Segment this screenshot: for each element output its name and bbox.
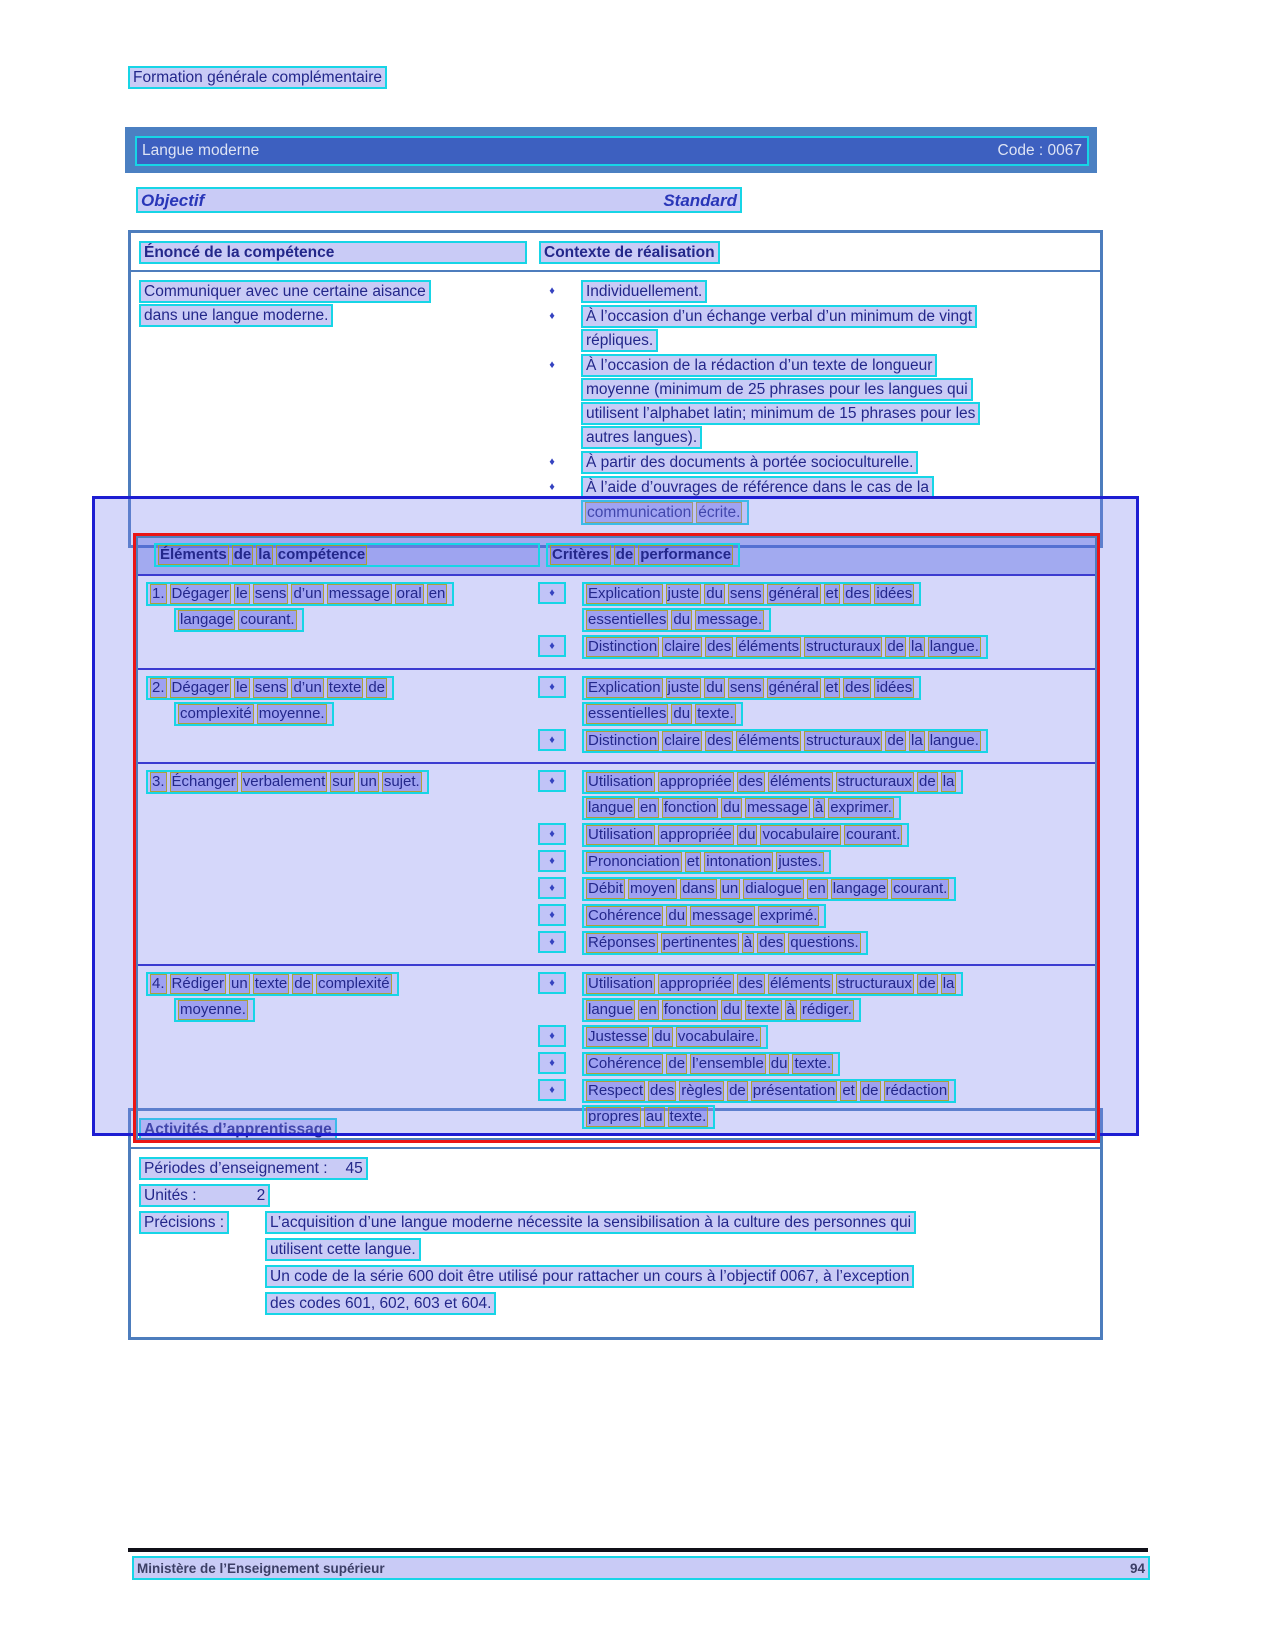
section-headings [136, 187, 742, 213]
word-box: rédaction [885, 1082, 948, 1099]
precisions-line: Un code de la série 600 doit être utilisé pour rattacher un cours à l’objectif 0067, à l’exception [265, 1265, 914, 1288]
word-box: général [768, 585, 819, 602]
word-box: complexité [317, 975, 390, 992]
page-header: Formation générale complémentaire [128, 66, 387, 89]
word-box: justes. [778, 853, 822, 870]
word-box: structuraux [806, 638, 881, 655]
word-box: 3. [152, 773, 165, 790]
col-header-enonce: Énoncé de la compétence [139, 241, 527, 264]
element-cell [138, 582, 538, 662]
precisions-line: des codes 601, 602, 603 et 604. [265, 1292, 496, 1315]
footer-rule [128, 1548, 1148, 1552]
word-box: courant. [846, 826, 901, 843]
word-box: un [721, 880, 739, 897]
element-line [146, 676, 394, 700]
word-box: Éléments [160, 546, 227, 563]
criteria-cell [538, 770, 1095, 958]
word-box: Dégager [171, 679, 230, 696]
word-box: le [236, 585, 248, 602]
footer-page-number: 94 [1129, 1560, 1145, 1576]
statement-cell [139, 280, 539, 527]
selection-red-box [133, 533, 1100, 1143]
context-line: À l’aide d’ouvrages de référence dans le cas de la [581, 476, 934, 499]
activities-table-body [131, 1149, 1100, 1337]
elements-row-3 [138, 764, 1095, 966]
word-box: la [911, 638, 923, 655]
word-box: fonction [663, 1001, 717, 1018]
word-box: des [738, 773, 763, 790]
word-box: sens [729, 679, 762, 696]
word-box: 1. [152, 585, 165, 602]
element-line [174, 702, 334, 726]
word-box: la [942, 773, 955, 790]
word-box: appropriée [660, 975, 732, 992]
word-box: Prononciation [588, 853, 680, 870]
word-box: en [428, 585, 446, 602]
word-box: Dégager [171, 585, 230, 602]
periodes-line: Périodes d’enseignement : 45 [139, 1157, 368, 1180]
word-box: appropriée [660, 773, 732, 790]
word-box: langue. [929, 638, 979, 655]
word-box: et [825, 679, 839, 696]
word-box: rédiger. [801, 1001, 852, 1018]
precisions-row [139, 1211, 1092, 1319]
element-line [174, 608, 304, 632]
criteria-bullet [538, 1052, 1095, 1078]
criteria-cell [538, 972, 1095, 1132]
criteria-bullet [538, 972, 1095, 1024]
diamond-bullet-icon: ♦ [549, 310, 555, 322]
word-box: oral [396, 585, 422, 602]
word-box: et [842, 1082, 855, 1099]
diamond-bullet-icon: ♦ [538, 877, 566, 899]
criteria-line [582, 998, 861, 1022]
word-box: du [723, 1001, 740, 1018]
competence-table [128, 230, 1103, 548]
element-line [174, 998, 255, 1022]
word-box: de [615, 546, 634, 563]
diamond-bullet-icon: ♦ [538, 904, 566, 926]
word-box: questions. [790, 934, 859, 951]
word-box: sens [254, 679, 287, 696]
precisions-line: L’acquisition d’une langue moderne nécessite la sensibilisation à la culture des personnes qui [265, 1211, 916, 1234]
diamond-bullet-icon: ♦ [538, 1052, 566, 1074]
word-box: un [231, 975, 248, 992]
diamond-bullet-icon: ♦ [538, 729, 566, 751]
col-header-contexte: Contexte de réalisation [539, 241, 720, 264]
word-box: éléments [738, 732, 800, 749]
unites-value: 2 [256, 1187, 266, 1204]
criteria-line [582, 904, 826, 928]
word-box: la [911, 732, 923, 749]
word-box: d’un [293, 585, 322, 602]
context-line: À l’occasion de la rédaction d’un texte de longueur [581, 354, 937, 377]
element-cell [138, 676, 538, 756]
word-box: et [686, 853, 700, 870]
word-box: moyenne. [258, 705, 325, 722]
context-line: utilisent l’alphabet latin; minimum de 15 phrases pour les [581, 402, 980, 425]
criteria-line [582, 823, 909, 847]
word-box: Débit [588, 880, 624, 897]
word-box: Échanger [171, 773, 236, 790]
diamond-bullet-icon: ♦ [549, 456, 555, 468]
unites-row [139, 1184, 1092, 1207]
word-box: des [707, 732, 732, 749]
word-box: compétence [277, 546, 366, 563]
context-bullet [539, 280, 1100, 304]
word-box: de [294, 975, 311, 992]
word-box: langue [588, 799, 634, 816]
word-box: du [738, 826, 756, 843]
word-box: en [640, 799, 657, 816]
criteria-bullet [538, 931, 1095, 957]
word-box: sur [332, 773, 354, 790]
elements-row-4 [138, 966, 1095, 1138]
context-line: répliques. [581, 329, 658, 352]
word-box: Réponses [588, 934, 656, 951]
word-box: Utilisation [588, 773, 654, 790]
criteria-line [582, 635, 988, 659]
criteria-line [582, 931, 868, 955]
word-box: claire [664, 732, 701, 749]
element-line [146, 770, 429, 794]
word-box: idées [876, 585, 913, 602]
word-box: 4. [152, 975, 165, 992]
word-box: texte [328, 679, 362, 696]
word-box: texte. [697, 705, 734, 722]
diamond-bullet-icon: ♦ [538, 582, 566, 604]
criteria-bullet [538, 676, 1095, 728]
word-box: appropriée [660, 826, 732, 843]
precisions-label: Précisions : [139, 1211, 229, 1234]
statement-line: dans une langue moderne. [139, 304, 333, 327]
word-box: moyen [630, 880, 676, 897]
word-box: de [919, 773, 936, 790]
word-box: en [640, 1001, 657, 1018]
word-box: de [861, 1082, 879, 1099]
word-box: de [887, 732, 905, 749]
word-box: de [729, 1082, 746, 1099]
word-box: des [845, 585, 870, 602]
word-box: exprimé. [759, 907, 818, 924]
criteria-cell [538, 582, 1095, 662]
diamond-bullet-icon: ♦ [538, 850, 566, 872]
word-box: de [919, 975, 936, 992]
word-box: langue. [929, 732, 979, 749]
word-box: Rédiger [171, 975, 225, 992]
criteria-line [582, 1025, 768, 1049]
context-line: À partir des documents à portée socioculturelle. [581, 451, 918, 474]
word-box: juste [667, 679, 700, 696]
footer-ministry: Ministère de l’Enseignement supérieur [137, 1560, 385, 1576]
context-cell [539, 280, 1100, 527]
context-line: Individuellement. [581, 280, 707, 303]
word-box: sens [729, 585, 762, 602]
word-box: Cohérence [588, 907, 662, 924]
word-box: structuraux [837, 773, 913, 790]
word-box: structuraux [806, 732, 881, 749]
word-box: essentielles [588, 611, 667, 628]
criteria-line [582, 972, 963, 996]
statement-line: Communiquer avec une certaine aisance [139, 280, 431, 303]
context-line [581, 500, 749, 525]
word-box: Cohérence [588, 1055, 662, 1072]
word-box: de [887, 638, 905, 655]
word-box: langue [588, 1001, 634, 1018]
word-box: du [668, 907, 686, 924]
diamond-bullet-icon: ♦ [538, 1025, 566, 1047]
criteria-line [582, 676, 921, 700]
word-box: et [825, 585, 839, 602]
element-cell [138, 972, 538, 1132]
word-box: message. [697, 611, 763, 628]
word-box: le [236, 679, 248, 696]
word-box: idées [876, 679, 913, 696]
competence-table-body [131, 272, 1100, 545]
word-box: général [768, 679, 819, 696]
diamond-bullet-icon: ♦ [538, 823, 566, 845]
word-box: verbalement [242, 773, 326, 790]
word-box: 2. [152, 679, 165, 696]
footer [132, 1556, 1150, 1580]
criteria-line [582, 796, 901, 820]
criteria-cell [538, 676, 1095, 756]
word-box: message [328, 585, 390, 602]
word-box: éléments [769, 773, 831, 790]
col-header-elements [154, 543, 540, 567]
word-box: de [368, 679, 386, 696]
criteria-bullet [538, 582, 1095, 634]
word-box: des [707, 638, 732, 655]
criteria-line [582, 582, 921, 606]
periodes-value: 45 [345, 1160, 363, 1177]
criteria-line [582, 729, 988, 753]
word-box: Utilisation [588, 826, 654, 843]
word-box: en [809, 880, 826, 897]
word-box: à [786, 1001, 795, 1018]
word-box: la [258, 546, 271, 563]
word-box: Distinction [588, 732, 658, 749]
word-box: du [673, 705, 691, 722]
word-box: fonction [663, 799, 717, 816]
word-box: juste [667, 585, 700, 602]
word-box: essentielles [588, 705, 667, 722]
elements-table-header [138, 538, 1095, 576]
word-box: complexité [180, 705, 252, 722]
context-bullet [539, 354, 1100, 450]
criteria-bullet [538, 823, 1095, 849]
word-box: langage [180, 611, 234, 628]
context-line: autres langues). [581, 426, 702, 449]
col-header-criteres [546, 543, 740, 567]
criteria-bullet [538, 635, 1095, 661]
word-box: dialogue [745, 880, 802, 897]
word-box: sens [254, 585, 287, 602]
criteria-bullet [538, 850, 1095, 876]
word-box: vocabulaire [762, 826, 840, 843]
element-line [146, 582, 454, 606]
diamond-bullet-icon: ♦ [538, 1079, 566, 1101]
word-box: à [743, 934, 753, 951]
criteria-line [582, 1079, 956, 1103]
word-box: d’un [293, 679, 322, 696]
word-box: message [692, 907, 753, 924]
diamond-bullet-icon: ♦ [538, 676, 566, 698]
diamond-bullet-icon: ♦ [549, 481, 555, 493]
word-box: intonation [706, 853, 772, 870]
word-box: texte. [669, 1108, 707, 1125]
criteria-bullet [538, 1079, 1095, 1131]
criteria-bullet [538, 877, 1095, 903]
criteria-line [582, 1105, 715, 1129]
criteria-line [582, 770, 963, 794]
word-box: Explication [588, 585, 661, 602]
word-box: sujet. [383, 773, 420, 790]
elements-row-1 [138, 576, 1095, 670]
objectif-heading: Objectif [141, 190, 205, 210]
word-box: communication [587, 504, 692, 521]
word-box: exprimer. [830, 799, 892, 816]
word-box: Respect [588, 1082, 644, 1099]
word-box: éléments [738, 638, 800, 655]
word-box: la [942, 975, 955, 992]
element-line [146, 972, 399, 996]
element-cell [138, 770, 538, 958]
banner-title: Langue moderne [142, 142, 260, 159]
criteria-bullet [538, 729, 1095, 755]
word-box: du [706, 679, 723, 696]
word-box: à [814, 799, 824, 816]
word-box: l’ensemble [692, 1055, 764, 1072]
word-box: du [770, 1055, 788, 1072]
word-box: vocabulaire. [677, 1028, 759, 1045]
criteria-line [582, 608, 771, 632]
unites-line: Unités : 2 [139, 1184, 270, 1207]
diamond-bullet-icon: ♦ [538, 770, 566, 792]
word-box: courant. [240, 611, 295, 628]
word-box: des [845, 679, 870, 696]
criteria-line [582, 1052, 840, 1076]
criteria-bullet [538, 904, 1095, 930]
word-box: message [746, 799, 808, 816]
diamond-bullet-icon: ♦ [549, 285, 555, 297]
word-box: Justesse [588, 1028, 648, 1045]
word-box: Explication [588, 679, 661, 696]
diamond-bullet-icon: ♦ [538, 635, 566, 657]
diamond-bullet-icon: ♦ [538, 931, 566, 953]
word-box: langage [832, 880, 887, 897]
word-box: texte [746, 1001, 780, 1018]
word-box: propres [588, 1108, 639, 1125]
criteria-line [582, 877, 956, 901]
word-box: du [654, 1028, 671, 1045]
title-banner-line [135, 136, 1089, 166]
precisions-line: utilisent cette langue. [265, 1238, 421, 1261]
word-box: règles [681, 1082, 723, 1099]
word-box: pertinentes [662, 934, 737, 951]
word-box: texte [254, 975, 288, 992]
word-box: de [233, 546, 252, 563]
word-box: moyenne. [180, 1001, 246, 1018]
title-banner [125, 127, 1097, 173]
elements-table [136, 536, 1097, 1140]
word-box: Critères [552, 546, 609, 563]
elements-row-2 [138, 670, 1095, 764]
word-box: claire [664, 638, 701, 655]
word-box: du [706, 585, 723, 602]
word-box: performance [640, 546, 732, 563]
word-box: des [650, 1082, 675, 1099]
word-box: Utilisation [588, 975, 654, 992]
word-box: courant. [893, 880, 948, 897]
periodes-row [139, 1157, 1092, 1180]
criteria-bullet [538, 1025, 1095, 1051]
word-box: éléments [769, 975, 831, 992]
word-box: au [645, 1108, 663, 1125]
context-line: moyenne (minimum de 25 phrases pour les langues qui [581, 378, 973, 401]
context-bullet [539, 476, 1100, 526]
word-box: du [673, 611, 691, 628]
criteria-line [582, 850, 831, 874]
competence-table-header [131, 233, 1100, 272]
context-bullet [539, 451, 1100, 475]
criteria-line [582, 702, 743, 726]
diamond-bullet-icon: ♦ [538, 972, 566, 994]
banner-code: Code : 0067 [997, 142, 1082, 159]
activities-title: Activités d’apprentissage [139, 1118, 337, 1141]
word-box: des [759, 934, 784, 951]
word-box: texte. [794, 1055, 832, 1072]
context-line: À l’occasion d’un échange verbal d’un minimum de vingt [581, 305, 977, 328]
word-box: un [360, 773, 377, 790]
word-box: écrite. [698, 504, 741, 521]
standard-heading: Standard [663, 190, 737, 210]
word-box: de [668, 1055, 686, 1072]
criteria-bullet [538, 770, 1095, 822]
word-box: dans [682, 880, 715, 897]
word-box: présentation [752, 1082, 836, 1099]
word-box: Distinction [588, 638, 658, 655]
diamond-bullet-icon: ♦ [549, 359, 555, 371]
word-box: des [738, 975, 763, 992]
word-box: structuraux [837, 975, 913, 992]
word-box: du [723, 799, 740, 816]
context-bullet [539, 305, 1100, 353]
